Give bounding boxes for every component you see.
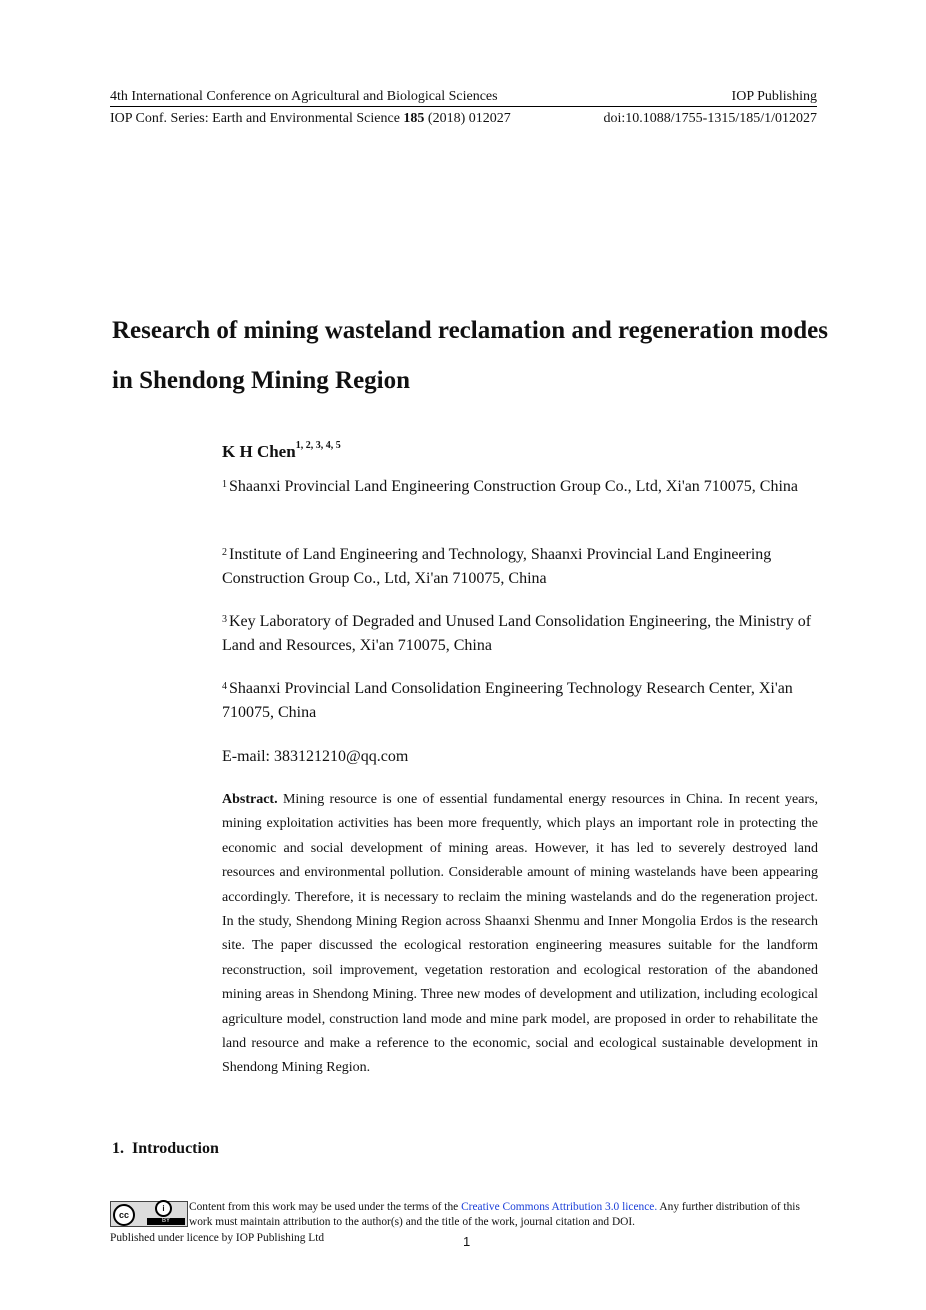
license-text — [189, 1200, 819, 1230]
by-label: BY — [147, 1218, 185, 1225]
author-superscripts: 1, 2, 3, 4, 5 — [295, 440, 341, 452]
paper-title: Research of mining wasteland reclamation and regeneration modes in Shendong Mining Region — [112, 317, 828, 394]
series-prefix: IOP Conf. Series: Earth and Environmental Science — [110, 111, 404, 126]
creative-commons-icon: cc — [113, 1204, 135, 1226]
email[interactable]: E-mail: 383121210@qq.com — [222, 748, 409, 765]
section-title: Introduction — [132, 1140, 219, 1157]
affiliation-2 — [222, 543, 820, 591]
running-header-conference: 4th International Conference on Agricultural and Biological Sciences — [110, 89, 498, 104]
section-number: 1. — [112, 1140, 124, 1157]
published-under-licence: Published under licence by IOP Publishing Ltd — [110, 1232, 325, 1244]
series-volume: 185 — [403, 111, 425, 126]
running-header-publisher: IOP Publishing — [731, 89, 817, 104]
author — [222, 442, 341, 462]
page-number: 1 — [463, 1234, 471, 1249]
affiliation-text: Institute of Land Engineering and Technology, Shaanxi Provincial Land Engineering Construction Group Co., Ltd, Xi'an 710075, China — [222, 546, 772, 587]
affiliation-text: Shaanxi Provincial Land Consolidation Engineering Technology Research Center, Xi'an 710075, China — [222, 680, 793, 721]
author-name: K H Chen — [222, 442, 296, 461]
affiliation-number: 1 — [222, 479, 227, 490]
affiliation-number: 2 — [222, 547, 227, 558]
affiliation-4 — [222, 677, 820, 725]
license-after: Any further distribution of this work must maintain attribution to the author(s) and the title of the work, journal citation and DOI. — [189, 1201, 800, 1228]
abstract-label: Abstract. — [222, 792, 278, 807]
header-rule — [110, 106, 817, 107]
affiliation-number: 4 — [222, 681, 227, 692]
attribution-info-icon: i — [155, 1200, 172, 1217]
affiliation-number: 3 — [222, 614, 227, 625]
cc-by-license-badge[interactable] — [110, 1201, 188, 1227]
affiliation-1 — [222, 475, 820, 499]
section-heading — [112, 1140, 227, 1158]
doi[interactable]: doi:10.1088/1755-1315/185/1/012027 — [603, 111, 817, 126]
affiliation-text: Key Laboratory of Degraded and Unused Land Consolidation Engineering, the Ministry of Land and Resources, Xi'an 710075, China — [222, 613, 812, 654]
license-before: Content from this work may be used under the terms of the — [189, 1201, 462, 1213]
affiliation-text: Shaanxi Provincial Land Engineering Construction Group Co., Ltd, Xi'an 710075, China — [229, 478, 799, 495]
affiliation-3 — [222, 610, 820, 658]
abstract-text: Mining resource is one of essential fundamental energy resources in China. In recent years, mining exploitation activities has been more frequently, which plays an important role in protecting the economic and social development of mining areas. However, it has led to severely destroyed land resources and environmental pollution. Considerable amount of mining wastelands have been appearing accordingly. Therefore, it is necessary to reclaim the mining wastelands and do the regeneration project. In the study, Shendong Mining Region across Shaanxi Shenmu and Inner Mongolia Erdos is the research site. The paper discussed the ecological restoration engineering measures suitable for the landform reconstruction, soil improvement, vegetation restoration and ecological restoration of the abandoned mining areas in Shendong Mining. Three new modes of development and utilization, including ecological agriculture model, construction land mode and mine park model, are proposed in order to rehabilitate the land resource and make a reference to the economic, social and ecological sustainable development in Shendong Mining Region. — [222, 792, 818, 1076]
series-citation — [110, 111, 511, 127]
license-link[interactable]: Creative Commons Attribution 3.0 licence. — [461, 1201, 658, 1213]
abstract — [222, 788, 818, 1081]
series-suffix: (2018) 012027 — [424, 111, 511, 126]
